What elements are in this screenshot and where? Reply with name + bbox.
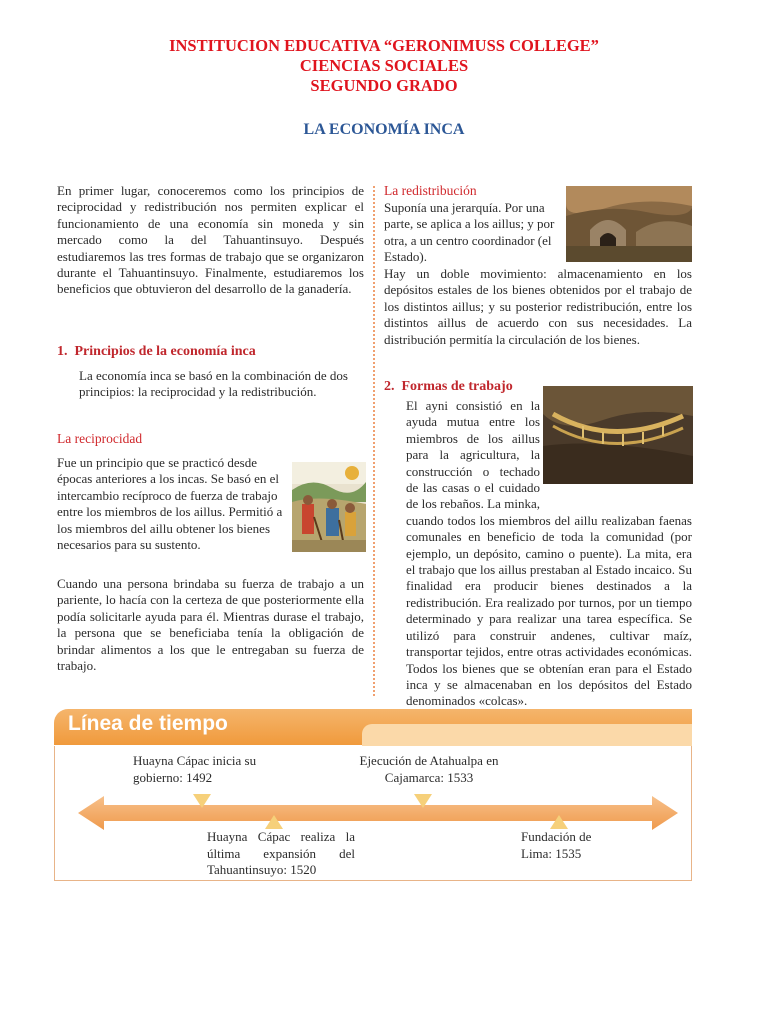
grade-name: SEGUNDO GRADO	[310, 76, 458, 95]
redistribucion-subheading: La redistribución	[384, 183, 477, 198]
document-title: LA ECONOMÍA INCA	[303, 121, 465, 138]
reciprocidad-paragraph: Fue un principio que se practicó desde épocas anteriores a los incas. Se basó en el intercambio recíproco de fuerza de trabajo entre los miembros de los aillus. Permitió a los miembros del aillu obtener los bienes necesarios para su sustento.	[57, 455, 283, 553]
photo-spacer	[540, 398, 692, 498]
timeline-marker-1535	[550, 815, 568, 829]
reciprocidad-subheading: La reciprocidad	[57, 431, 143, 446]
inca-farming-illustration	[292, 462, 366, 552]
timeline-banner-tab	[362, 724, 692, 746]
redistribucion-paragraph-2: Hay un doble movimiento: almacenamiento en los depósitos estales de los bienes obtenidos por el trabajo de los distintos aillus; y su posterior redistribución, entre los distintos aillus de acuerdo con sus necesidades. La distribución permitía la circulación de los bienes.	[384, 266, 692, 347]
school-name: INSTITUCION EDUCATIVA “GERONIMUSS COLLEGE”	[169, 36, 599, 55]
timeline-event-1492: Huayna Cápac inicia su gobierno: 1492	[133, 753, 257, 785]
section1-number: 1.	[57, 344, 68, 359]
timeline-event-1520: Huayna Cápac realiza la última expansión del Tahuantinsuyo: 1520	[207, 829, 355, 877]
subject-name: CIENCIAS SOCIALES	[299, 56, 469, 75]
formas-paragraph: El ayni consistió en la ayuda mutua entre los miembros de los aillus para la agricultura, la construcción o techado de las casas o el cuidado de los rebaños. La minka, cuando todos los miembros del aillu realizaban faenas comunales en beneficio de toda la comunidad (por ejemplo, un depósito, camino o puente). La mita, era el trabajo que los aillus prestaban al Estado incaico. Su finalidad era producir bienes destinados a la redistribución. Era realizado por turnos, por un tiempo determinado y para realizar una tarea específica. Se utilizó para construir andenes, cultivar maíz, transportar tejidos, entre otras actividades económicas. Todos los bienes que se obtenían eran para el Estado inca y se almacenaban en los depósitos del Estado denominados «colcas».	[406, 398, 692, 709]
colca-storehouse-photo	[566, 186, 692, 262]
timeline-title: Línea de tiempo	[68, 712, 228, 735]
document-header	[0, 36, 768, 96]
timeline-marker-1533	[414, 794, 432, 808]
timeline-marker-1492	[193, 794, 211, 808]
intro-paragraph: En primer lugar, conoceremos como los principios de reciprocidad y redistribución nos permiten explicar el funcionamiento de una economía sin moneda y sin mercado como la del Tahuantinsuyo. Después estudiaremos las tres formas de trabajo que se organizaron durante el Tahuantinsuyo. Finalmente, estudiaremos los beneficios que obtuvieron del desarrollo de la ganadería.	[57, 183, 364, 297]
reciprocidad-paragraph-2: Cuando una persona brindaba su fuerza de trabajo a un pariente, lo hacía con la certeza de que posteriormente ella podía solicitarle ayuda para él. Mientras durase el trabajo, la persona que se beneficiaba tenía la obligación de brindar alimentos a los que le entregaban su fuerza de trabajo.	[57, 576, 364, 674]
section1-title: Principios de la economía inca	[74, 344, 256, 359]
section1-heading	[57, 344, 256, 360]
timeline-marker-1520	[265, 815, 283, 829]
section1-paragraph: La economía inca se basó en la combinación de dos principios: la reciprocidad y la redistribución.	[79, 368, 348, 400]
column-divider	[373, 186, 375, 696]
timeline-arrow	[78, 796, 678, 830]
timeline-event-1535: Fundación de Lima: 1535	[521, 829, 592, 861]
section2-heading	[384, 379, 513, 395]
redistribucion-paragraph: Suponía una jerarquía. Por una parte, se aplica a los aillus; y por otra, a un centro coordinador (el Estado).	[384, 200, 555, 265]
timeline-event-1533: Ejecución de Atahualpa en Cajamarca: 1533	[359, 753, 499, 785]
section2-number: 2.	[384, 379, 395, 394]
section2-title: Formas de trabajo	[401, 379, 513, 394]
formas-paragraph-start	[406, 398, 692, 710]
